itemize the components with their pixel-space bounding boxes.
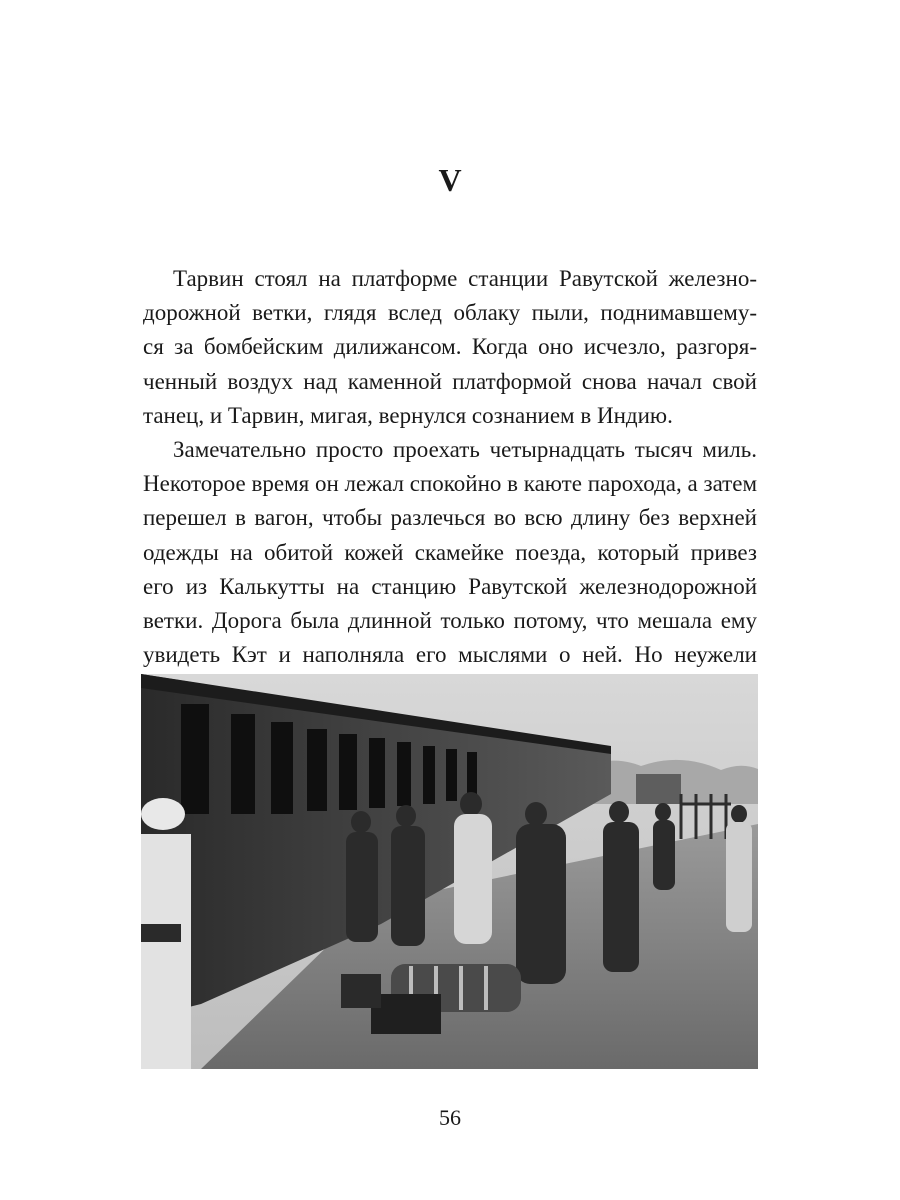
distant-carriage <box>636 774 681 804</box>
body-text <box>143 262 757 672</box>
paragraph-2-line: одежды на обитой кожей скамейке поезда, который привез <box>143 539 757 565</box>
paragraph-1-line: дорожной ветки, глядя вслед облаку пыли, поднимавшему- <box>143 300 757 326</box>
page-number: 56 <box>439 1105 461 1130</box>
paragraph-1-line: ченный воздух над каменной платформой снова начал свой <box>143 368 757 394</box>
paragraph-2-line: перешел в вагон, чтобы разлечься во всю длину без верхней <box>143 505 757 531</box>
paragraph-2-line: его из Калькутты на станцию Равутской железнодорожной <box>143 573 757 599</box>
paragraph-2-line: увидеть Кэт и наполняла его мыслями о ней. Но неужели <box>143 642 757 668</box>
paragraph-2-line: Некоторое время он лежал спокойно в каюте парохода, а затем <box>143 471 757 497</box>
chapter-heading: V <box>438 162 462 198</box>
paragraph-1-line: ся за бомбейским дилижансом. Когда оно исчезло, разгоря- <box>143 334 757 360</box>
railway-platform-photo <box>141 674 758 1069</box>
foreground-figure <box>141 798 191 1069</box>
paragraph-1-line: Тарвин стоял на платформе станции Равутской железно- <box>173 266 757 291</box>
paragraph-2-line: ветки. Дорога была длинной только потому, что мешала ему <box>143 608 757 634</box>
paragraph-1-line: танец, и Тарвин, мигая, вернулся сознанием в Индию. <box>143 402 673 428</box>
photo-canvas <box>141 674 758 1069</box>
paragraph-2-line: Замечательно просто проехать четырнадцать тысяч миль. <box>173 437 757 463</box>
